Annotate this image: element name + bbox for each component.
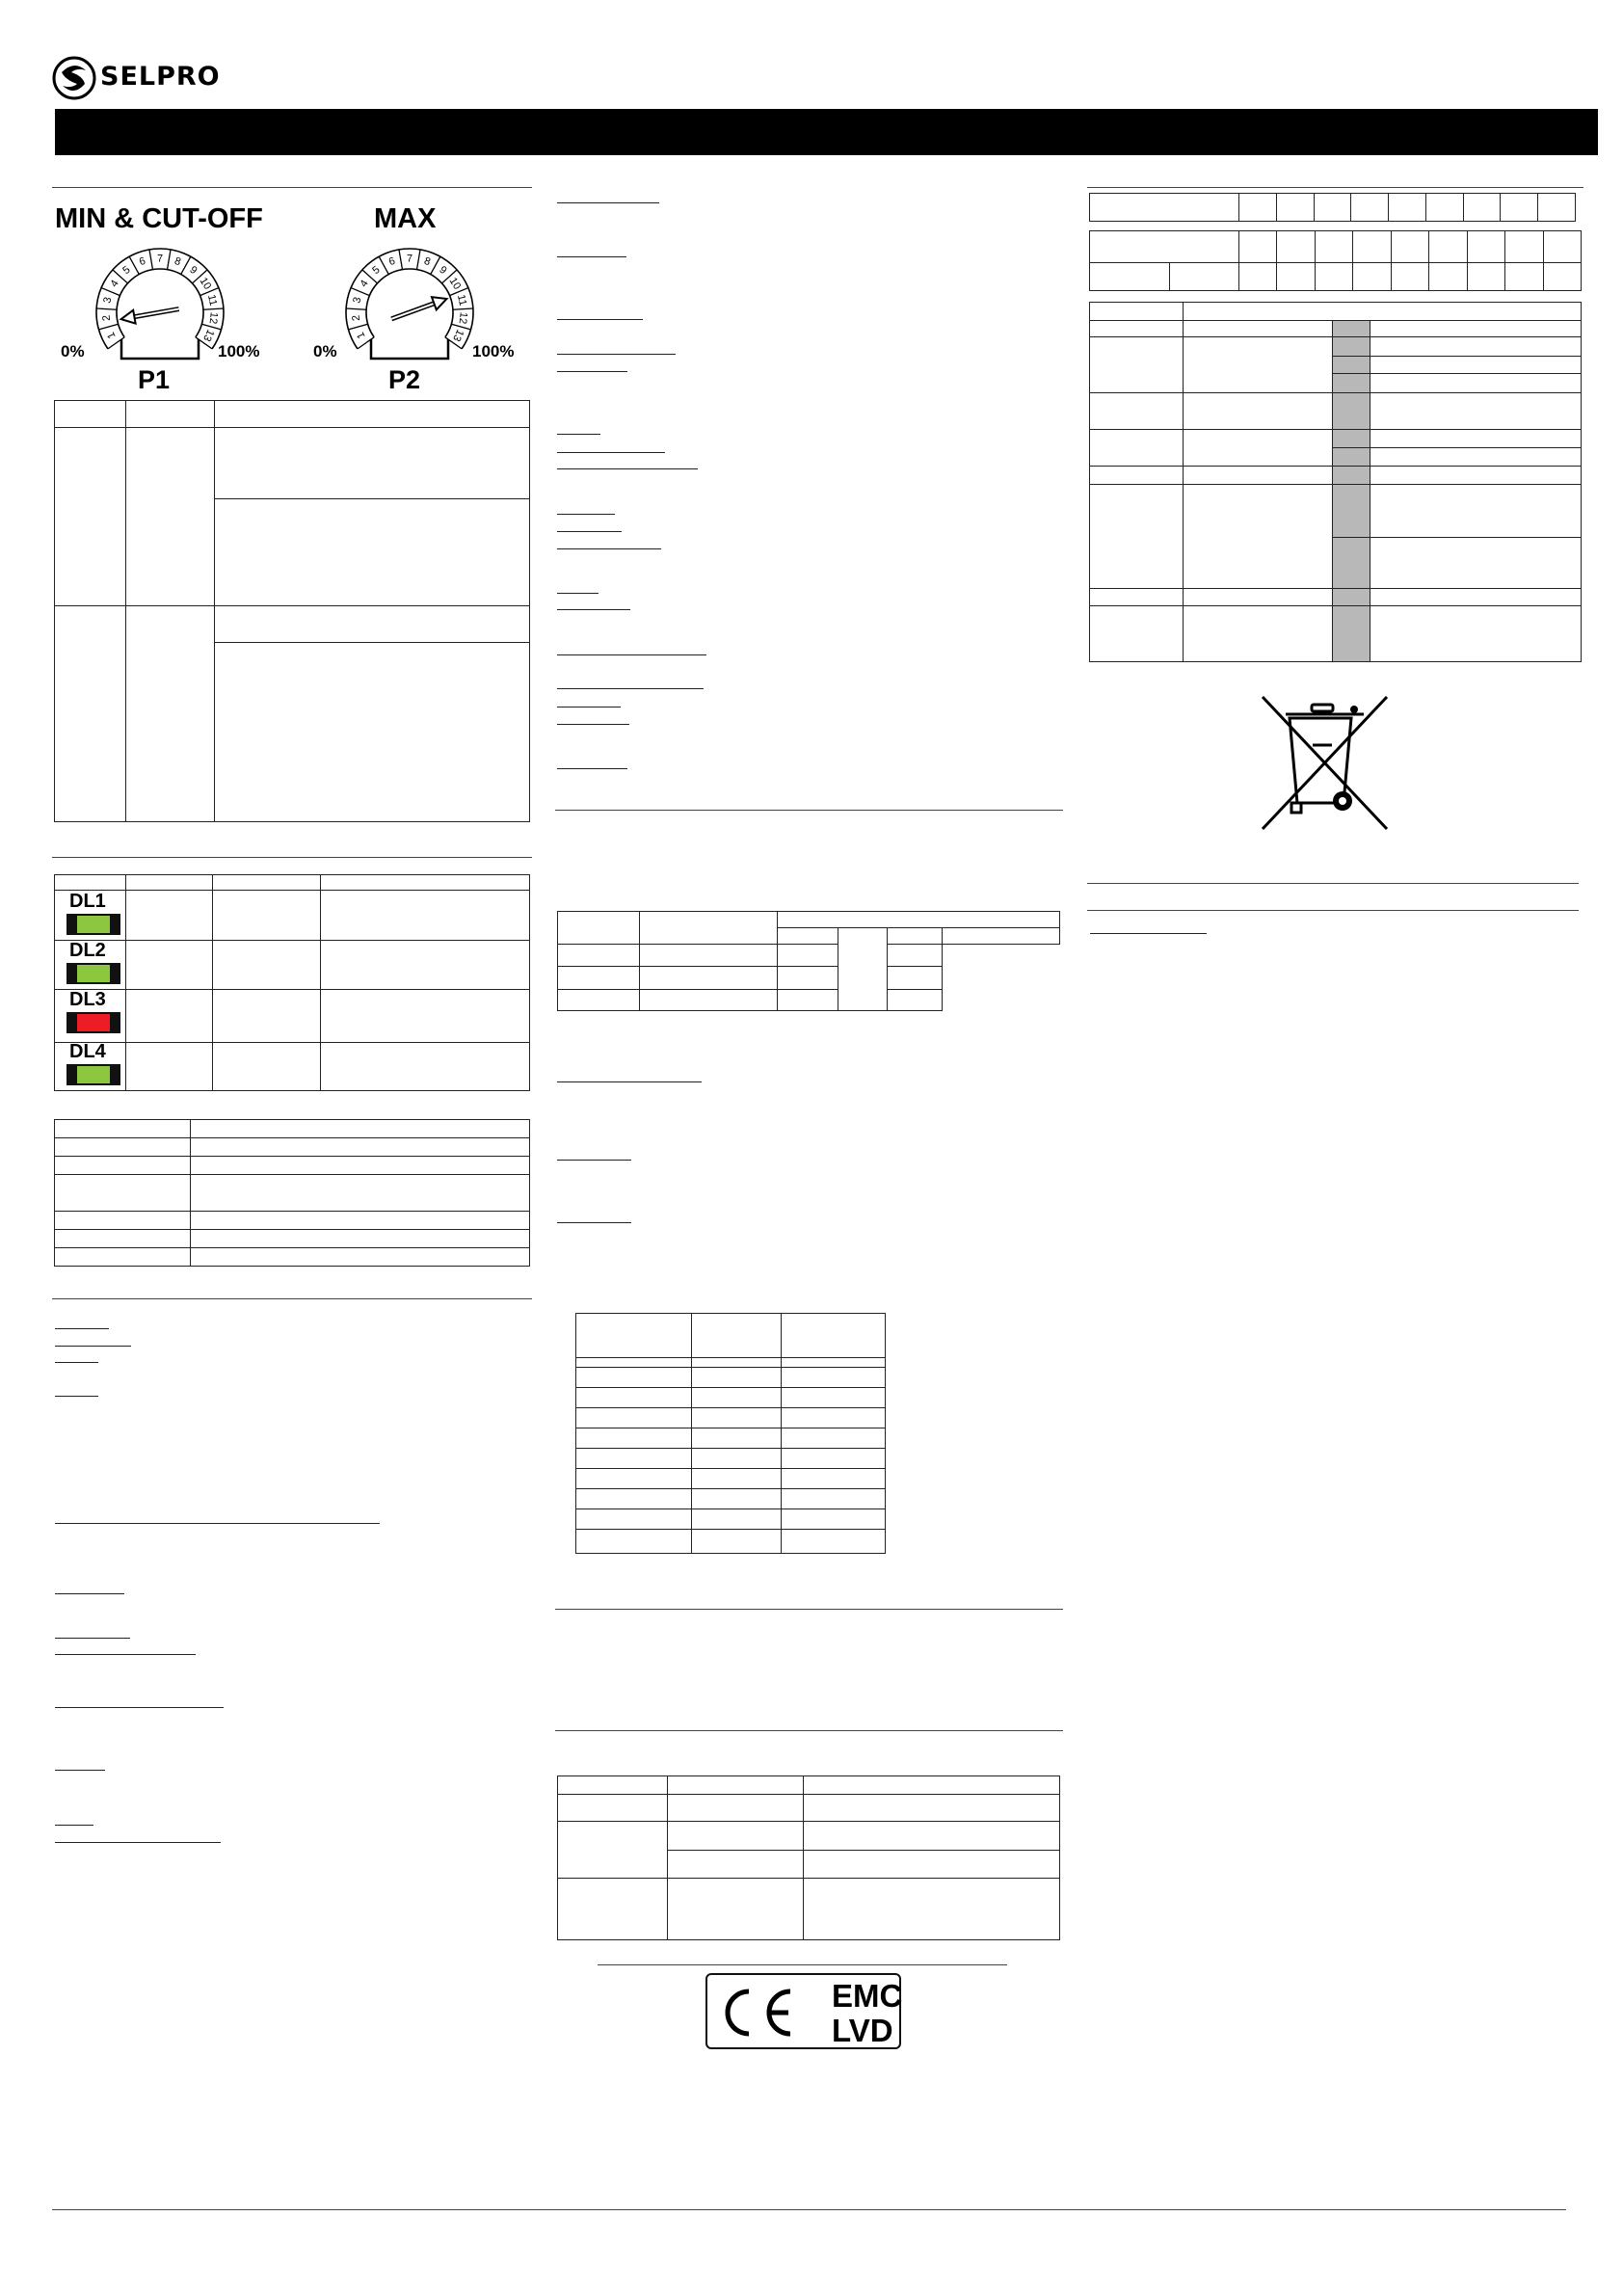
section-rule xyxy=(1087,883,1579,884)
underlined-heading xyxy=(557,319,643,320)
knob-title-p2: MAX xyxy=(374,203,437,234)
selpro-swirl-logo-icon xyxy=(52,56,96,100)
p2-scale-tick xyxy=(417,250,421,270)
cert-lvd: LVD xyxy=(832,2013,893,2048)
selpro-logo xyxy=(52,56,245,100)
p1-scale-label: 9 xyxy=(187,263,200,278)
p1-base xyxy=(121,339,199,359)
ordering-code-table xyxy=(1089,302,1582,662)
p2-base xyxy=(371,339,448,359)
section-rule xyxy=(1087,910,1579,911)
p1-scale-tick xyxy=(201,324,221,330)
specification-table xyxy=(54,1119,530,1267)
underlined-heading xyxy=(557,609,630,610)
knob-title-p1: MIN & CUT-OFF xyxy=(55,203,263,234)
section-rule xyxy=(555,1609,1063,1610)
underlined-heading xyxy=(557,371,627,372)
p2-scale-label: 4 xyxy=(358,278,371,290)
underlined-heading xyxy=(55,1770,105,1771)
p2-scale-tick xyxy=(453,308,473,309)
underlined-heading xyxy=(55,1654,196,1655)
p2-pointer-head xyxy=(432,297,447,309)
p1-scale-label: 3 xyxy=(101,296,115,305)
accessory-table xyxy=(557,1775,1060,1940)
p1-scale-ring xyxy=(117,269,203,337)
led-dl4-indicator xyxy=(67,1064,120,1085)
underlined-heading xyxy=(557,1222,631,1223)
underlined-heading xyxy=(557,256,626,257)
underlined-heading xyxy=(557,548,661,549)
underlined-heading xyxy=(55,1842,221,1843)
p2-scale-label: 1 xyxy=(355,330,368,341)
p2-scale-label: 5 xyxy=(370,263,383,278)
ce-logo-icon xyxy=(719,1984,796,2042)
underlined-heading xyxy=(55,1346,131,1347)
p1-scale-label: 1 xyxy=(105,330,119,341)
led-dl2-indicator xyxy=(67,963,120,984)
p2-max-label: 100% xyxy=(472,342,515,360)
p1-scale-label: 2 xyxy=(100,314,114,322)
underlined-heading xyxy=(557,434,600,435)
underlined-heading xyxy=(557,654,706,655)
underlined-heading xyxy=(55,1523,380,1524)
p1-pointer-head xyxy=(121,310,136,324)
p1-max-label: 100% xyxy=(218,342,260,360)
ce-certification-mark xyxy=(705,1973,901,2049)
p2-scale-tick xyxy=(348,324,367,330)
section-rule xyxy=(52,1298,532,1299)
led-dl2-label: DL2 xyxy=(69,940,106,961)
led-dl1-label: DL1 xyxy=(69,891,106,912)
led-dl1-indicator xyxy=(67,914,120,935)
p2-scale-label: 6 xyxy=(386,254,397,269)
underlined-heading xyxy=(55,1396,98,1397)
p1-scale-label: 10 xyxy=(197,275,214,292)
underlined-heading xyxy=(557,593,599,594)
p2-scale-tick xyxy=(399,250,403,270)
model-table xyxy=(557,911,1060,1011)
underlined-heading xyxy=(55,1328,109,1329)
code-header-table xyxy=(1089,193,1576,222)
potentiometer-p1-dial xyxy=(90,235,230,360)
section-rule xyxy=(1087,187,1583,188)
p2-scale-label: 8 xyxy=(422,254,433,269)
p1-scale-tick xyxy=(98,324,118,330)
p2-scale-tick xyxy=(346,308,366,309)
p1-scale-label: 13 xyxy=(200,327,217,343)
underlined-heading xyxy=(55,1825,93,1826)
p1-scale-label: 11 xyxy=(204,293,220,307)
p1-scale-tick xyxy=(203,308,224,309)
header-bar xyxy=(55,109,1598,155)
brand-name: SELPRO xyxy=(100,62,221,92)
p1-scale-tick xyxy=(149,250,153,270)
p2-scale-label: 12 xyxy=(456,311,469,325)
p1-pointer-shaft-inner xyxy=(134,309,178,317)
p2-min-label: 0% xyxy=(313,342,337,360)
p1-scale-label: 5 xyxy=(120,263,133,278)
p1-scale-tick xyxy=(168,250,172,270)
led-dl4-label: DL4 xyxy=(69,1041,106,1062)
underlined-heading xyxy=(557,354,676,355)
underlined-heading xyxy=(557,531,622,532)
p2-label: P2 xyxy=(388,365,421,394)
underlined-heading xyxy=(55,1593,124,1594)
underlined-heading xyxy=(557,768,627,769)
p1-scale-label: 4 xyxy=(108,278,121,290)
underlined-heading xyxy=(557,724,629,725)
p2-scale-label: 9 xyxy=(437,263,449,278)
p2-scale-tick xyxy=(451,324,470,330)
p2-pointer-shaft-inner xyxy=(391,304,434,319)
underlined-heading xyxy=(557,468,698,469)
footer-rule xyxy=(52,2209,1566,2210)
underlined-heading xyxy=(557,688,704,689)
potentiometer-p2-dial xyxy=(339,235,480,360)
value-table xyxy=(575,1313,886,1554)
p2-scale-label: 13 xyxy=(450,327,466,343)
section-rule xyxy=(598,1964,1007,1965)
led-dl3-label: DL3 xyxy=(69,989,106,1010)
section-rule xyxy=(555,810,1063,811)
underlined-heading xyxy=(557,452,665,453)
p1-scale-label: 6 xyxy=(137,254,147,269)
p1-scale-label: 7 xyxy=(156,253,164,265)
p2-scale-label: 7 xyxy=(406,253,413,265)
underlined-heading xyxy=(55,1707,224,1708)
underlined-heading xyxy=(557,514,615,515)
underlined-heading xyxy=(55,1362,98,1363)
p2-scale-label: 3 xyxy=(351,296,364,305)
underlined-heading xyxy=(557,1081,702,1082)
section-rule xyxy=(52,857,532,858)
potentiometer-function-table xyxy=(54,400,530,822)
led-indicator-table xyxy=(54,874,530,1091)
underlined-heading xyxy=(55,1638,130,1639)
cert-emc: EMC xyxy=(832,1978,903,2014)
p1-scale-tick xyxy=(96,308,117,309)
underlined-heading xyxy=(557,1160,631,1161)
crossed-out-wheelie-bin-icon xyxy=(1255,689,1395,834)
code-selection-table xyxy=(1089,230,1582,291)
p2-scale-label: 10 xyxy=(446,275,464,292)
section-rule xyxy=(52,187,532,188)
p1-min-label: 0% xyxy=(61,342,85,360)
section-rule xyxy=(555,1730,1063,1731)
underlined-heading xyxy=(557,202,659,203)
p1-label: P1 xyxy=(138,365,171,394)
p1-scale-label: 12 xyxy=(206,311,220,325)
p2-scale-label: 2 xyxy=(350,314,363,322)
p2-scale-label: 11 xyxy=(454,293,469,307)
led-dl3-indicator xyxy=(67,1012,120,1033)
p1-scale-label: 8 xyxy=(173,254,183,269)
underlined-heading xyxy=(1090,933,1207,934)
